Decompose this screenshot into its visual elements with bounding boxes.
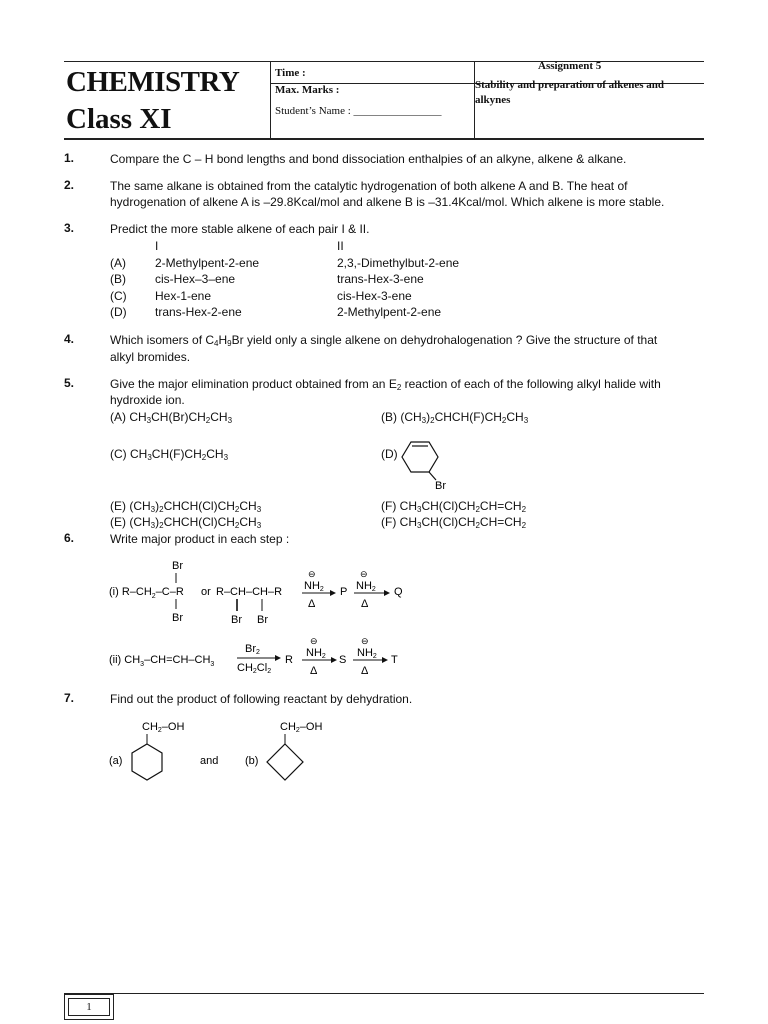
q6-br-top: Br [172,560,183,572]
q3-row-i: Hex-1-ene [155,289,212,303]
q5-option-c: (C) $CH_3CH(F)CH_2CH_3$ [110,447,229,462]
q3-row-ii: cis-Hex-3-ene [337,289,412,303]
q6-product-s: S [339,654,347,666]
q2-number: 2. [64,178,75,192]
q6-number: 6. [64,531,75,545]
q3-col2-header: II [337,239,344,253]
q6-minus-3: ⊖ [310,637,318,646]
q6-br-alt-2: Br [257,614,268,626]
q6-minus-2: ⊖ [360,569,368,579]
q6-product-q: Q [394,586,403,598]
q3-row-i: cis-Hex–3–ene [155,272,236,286]
q6-delta-1: Δ [308,598,316,610]
q3-row-i: trans-Hex-2-ene [155,305,242,319]
q5-number: 5. [64,376,75,390]
subject-title: CHEMISTRY [66,66,240,98]
q6-ii-label: (ii) $CH_3-CH=CH-CH_3$ [109,654,215,668]
q6-step-i-reaction [105,555,435,630]
q5-option-d-label: (D) [381,447,398,461]
q3-row-ii: 2,3,-Dimethylbut-2-ene [337,256,460,270]
header-bottom-rule [64,138,704,140]
footer-rule [64,993,704,994]
q7-b-substituent: CH2–OH [280,721,323,734]
q3-row-ii: 2-Methylpent-2-ene [337,305,442,319]
q1-text: Compare the C – H bond lengths and bond dissociation enthalpies of an alkyne, alkene & alkane. [110,152,627,166]
q3-text: Predict the more stable alkene of each pair I & II. [110,222,370,236]
time-label: Time : [275,67,306,79]
q7-and: and [200,755,219,767]
q3-row-i: 2-Methylpent-2-ene [155,256,260,270]
q3-row-label: (B) [110,272,126,286]
q4-number: 4. [64,332,75,346]
q7-a-label: (a) [109,755,123,767]
q6-br-bottom: Br [172,612,183,624]
class-title: Class XI [66,103,172,135]
q6-minus-4: ⊖ [361,637,369,646]
q5-option-e: (E) $(CH_3)_2CHCH(Cl)CH_2CH_3$ [110,499,262,514]
q7-text: Find out the product of following reactant by dehydration. [110,692,413,706]
q6-br2: Br2 [245,643,260,656]
q6-nh2-3: NH2 [306,647,326,660]
q6-delta-4: Δ [361,665,369,677]
q6-nh2-4: NH2 [357,647,377,660]
q5-option-a: (A) $CH_3CH(Br)CH_2CH_3$ [110,410,233,425]
q7-b-label: (b) [245,755,259,767]
header-top-rule [64,61,704,62]
q3-col1-header: I [155,239,159,253]
header-divider-1 [270,61,271,139]
q5-option-f: (F) $CH_3CH(Cl)CH_2CH=CH_2$ [381,499,527,514]
q6-delta-2: Δ [361,598,369,610]
q7-a-substituent: CH2–OH [142,721,185,734]
marks-label: Max. Marks : [275,84,340,96]
q3-row-label: (C) [110,289,127,303]
q7-structures [105,712,345,797]
q5-d-br-label: Br [435,480,446,492]
q5-option-b: (B) $(CH_3)_2CHCH(F)CH_2CH_3$ [381,410,529,425]
assignment-title: Assignment 5 [538,60,602,72]
q6-product-p: P [340,586,348,598]
q2-text: The same alkane is obtained from the catalytic hydrogenation of both alkene A and B. The heat of hydrogenation of alkene A is –29.8Kcal/mol and alkene B is –31.4Kcal/mol. Which alkene is more stable. [110,179,665,209]
q6-nh2-1: NH2 [304,580,324,593]
assignment-topic: Stability and preparation of alkenes and alkynes [475,79,664,106]
q6-minus-1: ⊖ [308,569,316,579]
q6-delta-3: Δ [310,665,318,677]
q5-option-f-repeat: (F) $CH_3CH(Cl)CH_2CH=CH_2$ [381,515,527,530]
q3-row-ii: trans-Hex-3-ene [337,272,424,286]
q1-number: 1. [64,151,75,165]
q4-text-line2: alkyl bromides. [110,350,191,364]
q6-ch2cl2: CH2Cl2 [237,662,272,675]
q6-step-ii-reaction [105,637,425,682]
page-number-box [64,994,114,1020]
q3-number: 3. [64,221,75,235]
q5-option-e-repeat: (E) $(CH_3)_2CHCH(Cl)CH_2CH_3$ [110,515,262,530]
q6-i-label: (i) $R-CH_2-C-R$ [109,586,184,600]
q3-row-label: (A) [110,256,126,270]
q6-or: or [201,586,211,598]
q5-cyclohexene-structure [398,430,448,492]
q6-product-r: R [285,654,293,666]
q6-br-alt-1: Br [231,614,242,626]
student-name-label: Student’s Name : ________________ [275,105,442,117]
q5-text-line2: hydroxide ion. [110,393,185,407]
q3-row-label: (D) [110,305,127,319]
q6-product-t: T [391,654,398,666]
q5-text: Give the major elimination product obtained from an $E_2$ reaction of each of the following alkyl halide with [110,377,661,392]
q6-alt-structure: R–CH–CH–R [216,586,283,598]
q6-nh2-2: NH2 [356,580,376,593]
page-number: 1 [68,998,110,1016]
q7-number: 7. [64,691,75,705]
q4-text: Which isomers of $C_4H_9Br$ yield only a single alkene on dehydrohalogenation ? Give the structure of that [110,333,658,348]
q6-text: Write major product in each step : [110,532,290,546]
